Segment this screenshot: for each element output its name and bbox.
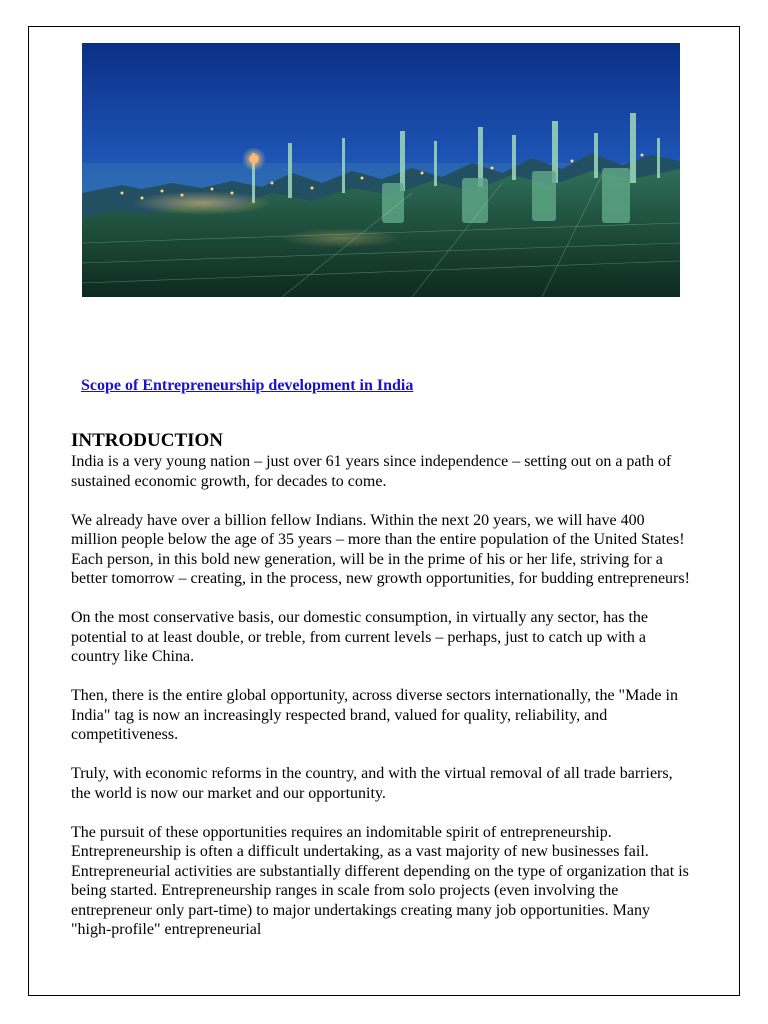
paragraph-3: On the most conservative basis, our domestic consumption, in virtually any sector, has the potential to at least double, or treble, from current levels – perhaps, just to catch up with a country like China. xyxy=(71,609,649,665)
paragraph-2: We already have over a billion fellow Indians. Within the next 20 years, we will have 400 million people below the age of 35 years – more than the entire population of the United States! Each person, in this bold new generation, will be in the prime of his or her life, striving for a better tomorrow – creating, in the process, new growth opportunities, for budding entrepreneurs! xyxy=(71,511,690,587)
paragraph-4: Then, there is the entire global opportunity, across diverse sectors internationally, the "Made in India" tag is now an increasingly respected brand, valued for quality, reliability, and competitiveness. xyxy=(71,687,678,743)
document-body xyxy=(71,430,691,940)
paragraph-1: India is a very young nation – just over 61 years since independence – setting out on a path of sustained economic growth, for decades to come. xyxy=(71,453,672,490)
document-title-link[interactable]: Scope of Entrepreneurship development in India xyxy=(81,377,414,394)
section-heading: INTRODUCTION xyxy=(71,430,224,451)
industrial-night-photo xyxy=(82,43,680,297)
paragraph-5: Truly, with economic reforms in the country, and with the virtual removal of all trade barriers, the world is now our market and our opportunity. xyxy=(71,765,673,802)
paragraph-7: Entrepreneurship is often a difficult undertaking, as a vast majority of new businesses fail. Entrepreneurial activities are substantially different depending on the type of organization that is being started. Entrepreneurship ranges in scale from solo projects (even involving the entrepreneur only part-time) to major undertakings creating many job opportunities. Many "high-profile" entrepreneurial xyxy=(71,843,689,938)
paragraph-6: The pursuit of these opportunities requires an indomitable spirit of entrepreneurship. xyxy=(71,823,612,841)
